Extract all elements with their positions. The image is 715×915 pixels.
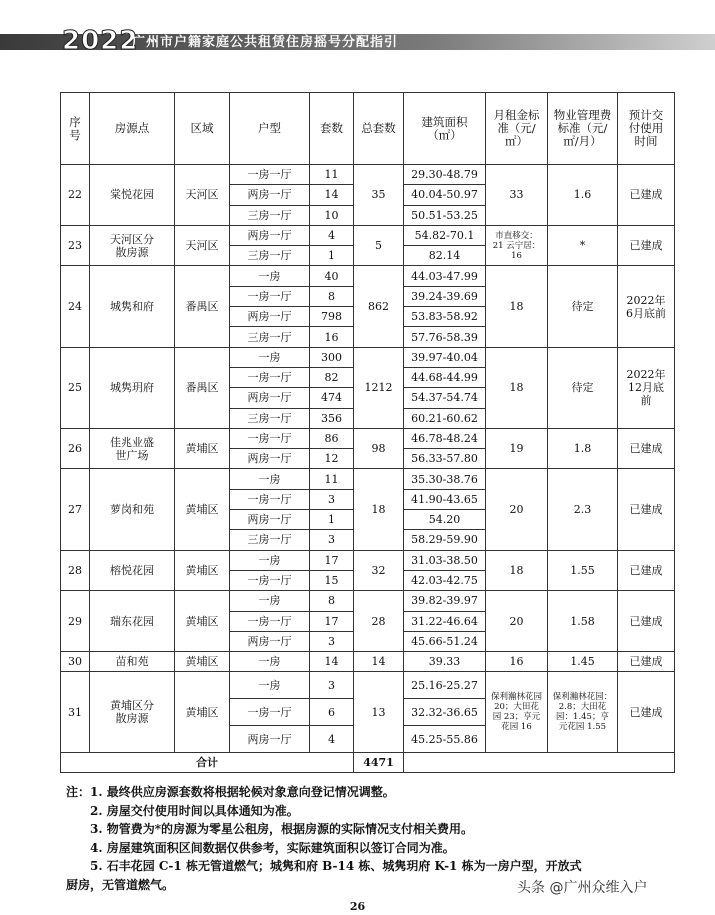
layout-cell: 三房一厅 [230, 246, 310, 266]
units-cell: 356 [310, 408, 354, 428]
table-row [61, 266, 675, 286]
units-cell: 17 [310, 550, 354, 570]
project-name-cell: 佳兆业盛世广场 [90, 428, 175, 469]
area-cell: 42.03-42.75 [404, 570, 486, 590]
units-cell: 1 [310, 246, 354, 266]
units-cell: 3 [310, 672, 354, 699]
units-cell: 8 [310, 286, 354, 306]
note-line: 厨房，无管道燃气。 [66, 877, 175, 892]
units-cell: 11 [310, 165, 354, 185]
layout-cell: 两房一厅 [230, 510, 310, 530]
header-district: 区域 [175, 93, 230, 165]
total-value: 4471 [354, 753, 404, 773]
district-cell: 番禺区 [175, 347, 230, 428]
layout-cell: 一房 [230, 672, 310, 699]
layout-cell: 一房一厅 [230, 489, 310, 509]
area-cell: 32.32-36.65 [404, 699, 486, 726]
project-name-cell: 棠悦花园 [90, 165, 175, 226]
units-cell: 82 [310, 367, 354, 387]
delivery-cell: 已建成 [618, 591, 675, 652]
page-header [0, 28, 715, 54]
table-row [61, 591, 675, 611]
area-cell: 39.82-39.97 [404, 591, 486, 611]
units-cell: 8 [310, 591, 354, 611]
area-cell: 60.21-60.62 [404, 408, 486, 428]
header-total-units: 总套数 [354, 93, 404, 165]
header-units: 套数 [310, 93, 354, 165]
project-name-cell: 榕悦花园 [90, 550, 175, 591]
layout-cell: 两房一厅 [230, 449, 310, 469]
header-year: 2022 [62, 26, 139, 56]
total-empty [404, 753, 675, 773]
layout-cell: 一房一厅 [230, 428, 310, 448]
units-cell: 11 [310, 469, 354, 489]
district-cell: 天河区 [175, 225, 230, 266]
area-cell: 39.97-40.04 [404, 347, 486, 367]
area-cell: 45.25-55.86 [404, 726, 486, 753]
rent-cell: 20 [486, 469, 548, 550]
layout-cell: 三房一厅 [230, 408, 310, 428]
total-units-cell: 18 [354, 469, 404, 550]
delivery-cell: 2022年12月底前 [618, 347, 675, 428]
header-delivery: 预计交付使用时间 [618, 93, 675, 165]
units-cell: 86 [310, 428, 354, 448]
mgmt-fee-cell: 1.55 [548, 550, 618, 591]
units-cell: 14 [310, 652, 354, 672]
seq-cell: 27 [61, 469, 90, 550]
note-line: 2. 房屋交付使用时间以具体通知为准。 [90, 803, 299, 818]
total-units-cell: 98 [354, 428, 404, 469]
units-cell: 4 [310, 726, 354, 753]
layout-cell: 一房一厅 [230, 611, 310, 631]
note-line: 注：1. 最终供应房源套数将根据轮候对象意向登记情况调整。 [66, 785, 395, 799]
page-number: 26 [349, 900, 366, 913]
total-units-cell: 32 [354, 550, 404, 591]
layout-cell: 两房一厅 [230, 185, 310, 205]
layout-cell: 一房 [230, 550, 310, 570]
table-row [61, 347, 675, 367]
layout-cell: 两房一厅 [230, 388, 310, 408]
mgmt-fee-cell: * [548, 225, 618, 266]
table-row [61, 225, 675, 245]
total-units-cell: 35 [354, 165, 404, 226]
layout-cell: 一房 [230, 591, 310, 611]
total-units-cell: 1212 [354, 347, 404, 428]
table-row [61, 672, 675, 699]
district-cell: 黄埔区 [175, 550, 230, 591]
district-cell: 黄埔区 [175, 469, 230, 550]
rent-cell: 20 [486, 591, 548, 652]
units-cell: 798 [310, 307, 354, 327]
note-line: 5. 石丰花园 C-1 栋无管道燃气；城隽和府 B-14 栋、城隽玥府 K-1 栋为一房户型，开放式 [90, 859, 582, 873]
layout-cell: 一房 [230, 469, 310, 489]
units-cell: 12 [310, 449, 354, 469]
seq-cell: 29 [61, 591, 90, 652]
project-name-cell: 萝岗和苑 [90, 469, 175, 550]
layout-cell: 一房一厅 [230, 367, 310, 387]
rent-cell: 19 [486, 428, 548, 469]
layout-cell: 两房一厅 [230, 225, 310, 245]
area-cell: 56.33-57.80 [404, 449, 486, 469]
header-project: 房源点 [90, 93, 175, 165]
delivery-cell: 已建成 [618, 550, 675, 591]
area-cell: 57.76-58.39 [404, 327, 486, 347]
header-seq: 序号 [61, 93, 90, 165]
header-mgmt-fee: 物业管理费标准（元/㎡/月） [548, 93, 618, 165]
area-cell: 40.04-50.97 [404, 185, 486, 205]
watermark: 头条 @广州众维入户 [517, 880, 648, 896]
units-cell: 16 [310, 327, 354, 347]
header-area: 建筑面积（㎡） [404, 93, 486, 165]
housing-table [60, 92, 675, 773]
units-cell: 15 [310, 570, 354, 590]
seq-cell: 24 [61, 266, 90, 347]
mgmt-fee-cell: 1.45 [548, 652, 618, 672]
delivery-cell: 已建成 [618, 225, 675, 266]
layout-cell: 一房一厅 [230, 165, 310, 185]
area-cell: 53.83-58.92 [404, 307, 486, 327]
table-row [61, 469, 675, 489]
total-label: 合计 [61, 753, 354, 773]
layout-cell: 一房一厅 [230, 286, 310, 306]
area-cell: 54.37-54.74 [404, 388, 486, 408]
district-cell: 黄埔区 [175, 672, 230, 753]
area-cell: 44.68-44.99 [404, 367, 486, 387]
header-rent: 月租金标准（元/㎡） [486, 93, 548, 165]
rent-cell: 16 [486, 652, 548, 672]
table-header-row [61, 93, 675, 165]
layout-cell: 一房一厅 [230, 699, 310, 726]
district-cell: 黄埔区 [175, 428, 230, 469]
table-row [61, 165, 675, 185]
area-cell: 82.14 [404, 246, 486, 266]
note-line: 4. 房屋建筑面积区间数据仅供参考，实际建筑面积以签订合同为准。 [90, 840, 455, 855]
project-name-cell: 瑞东花园 [90, 591, 175, 652]
seq-cell: 23 [61, 225, 90, 266]
units-cell: 3 [310, 530, 354, 550]
project-name-cell: 苗和苑 [90, 652, 175, 672]
mgmt-fee-cell: 1.6 [548, 165, 618, 226]
seq-cell: 31 [61, 672, 90, 753]
total-units-cell: 14 [354, 652, 404, 672]
mgmt-fee-cell: 1.58 [548, 591, 618, 652]
units-cell: 3 [310, 489, 354, 509]
area-cell: 44.03-47.99 [404, 266, 486, 286]
total-units-cell: 28 [354, 591, 404, 652]
layout-cell: 三房一厅 [230, 530, 310, 550]
delivery-cell: 已建成 [618, 652, 675, 672]
rent-cell: 33 [486, 165, 548, 226]
units-cell: 1 [310, 510, 354, 530]
seq-cell: 25 [61, 347, 90, 428]
layout-cell: 两房一厅 [230, 726, 310, 753]
table-row [61, 652, 675, 672]
delivery-cell: 2022年6月底前 [618, 266, 675, 347]
delivery-cell: 已建成 [618, 428, 675, 469]
project-name-cell: 黄埔区分散房源 [90, 672, 175, 753]
total-units-cell: 13 [354, 672, 404, 753]
units-cell: 300 [310, 347, 354, 367]
layout-cell: 三房一厅 [230, 205, 310, 225]
district-cell: 黄埔区 [175, 652, 230, 672]
seq-cell: 22 [61, 165, 90, 226]
district-cell: 番禺区 [175, 266, 230, 347]
total-units-cell: 5 [354, 225, 404, 266]
layout-cell: 一房一厅 [230, 570, 310, 590]
layout-cell: 一房 [230, 266, 310, 286]
project-name-cell: 天河区分散房源 [90, 225, 175, 266]
mgmt-fee-cell: 2.3 [548, 469, 618, 550]
rent-cell: 18 [486, 550, 548, 591]
area-cell: 39.33 [404, 652, 486, 672]
total-row [61, 753, 675, 773]
area-cell: 35.30-38.76 [404, 469, 486, 489]
district-cell: 黄埔区 [175, 591, 230, 652]
area-cell: 25.16-25.27 [404, 672, 486, 699]
area-cell: 41.90-43.65 [404, 489, 486, 509]
layout-cell: 两房一厅 [230, 631, 310, 651]
area-cell: 54.82-70.1 [404, 225, 486, 245]
table-row [61, 550, 675, 570]
delivery-cell: 已建成 [618, 165, 675, 226]
area-cell: 50.51-53.25 [404, 205, 486, 225]
layout-cell: 三房一厅 [230, 327, 310, 347]
mgmt-fee-cell: 1.8 [548, 428, 618, 469]
district-cell: 天河区 [175, 165, 230, 226]
layout-cell: 两房一厅 [230, 307, 310, 327]
area-cell: 39.24-39.69 [404, 286, 486, 306]
table-row [61, 428, 675, 448]
units-cell: 3 [310, 631, 354, 651]
units-cell: 10 [310, 205, 354, 225]
rent-cell: 保利瀚林花园 20；大田花园 23；亨元花园 16 [486, 672, 548, 753]
area-cell: 31.22-46.64 [404, 611, 486, 631]
delivery-cell: 已建成 [618, 469, 675, 550]
units-cell: 6 [310, 699, 354, 726]
total-units-cell: 862 [354, 266, 404, 347]
units-cell: 14 [310, 185, 354, 205]
layout-cell: 一房 [230, 347, 310, 367]
area-cell: 54.20 [404, 510, 486, 530]
seq-cell: 26 [61, 428, 90, 469]
units-cell: 474 [310, 388, 354, 408]
rent-cell: 18 [486, 347, 548, 428]
project-name-cell: 城隽玥府 [90, 347, 175, 428]
area-cell: 31.03-38.50 [404, 550, 486, 570]
layout-cell: 一房 [230, 652, 310, 672]
units-cell: 40 [310, 266, 354, 286]
mgmt-fee-cell: 待定 [548, 347, 618, 428]
project-name-cell: 城隽和府 [90, 266, 175, 347]
seq-cell: 28 [61, 550, 90, 591]
delivery-cell: 已建成 [618, 672, 675, 753]
rent-cell: 市直移交：21 云宁居：16 [486, 225, 548, 266]
area-cell: 45.66-51.24 [404, 631, 486, 651]
rent-cell: 18 [486, 266, 548, 347]
table-body [61, 165, 675, 753]
units-cell: 4 [310, 225, 354, 245]
mgmt-fee-cell: 保利瀚林花园：2.8；大田花园：1.45；亨元花园 1.55 [548, 672, 618, 753]
note-line: 3. 物管费为*的房源为零星公租房，根据房源的实际情况支付相关费用。 [90, 822, 473, 836]
header-layout: 户型 [230, 93, 310, 165]
mgmt-fee-cell: 待定 [548, 266, 618, 347]
area-cell: 29.30-48.79 [404, 165, 486, 185]
header-title: 广州市户籍家庭公共租赁住房摇号分配指引 [132, 35, 399, 50]
seq-cell: 30 [61, 652, 90, 672]
area-cell: 46.78-48.24 [404, 428, 486, 448]
units-cell: 17 [310, 611, 354, 631]
area-cell: 58.29-59.90 [404, 530, 486, 550]
